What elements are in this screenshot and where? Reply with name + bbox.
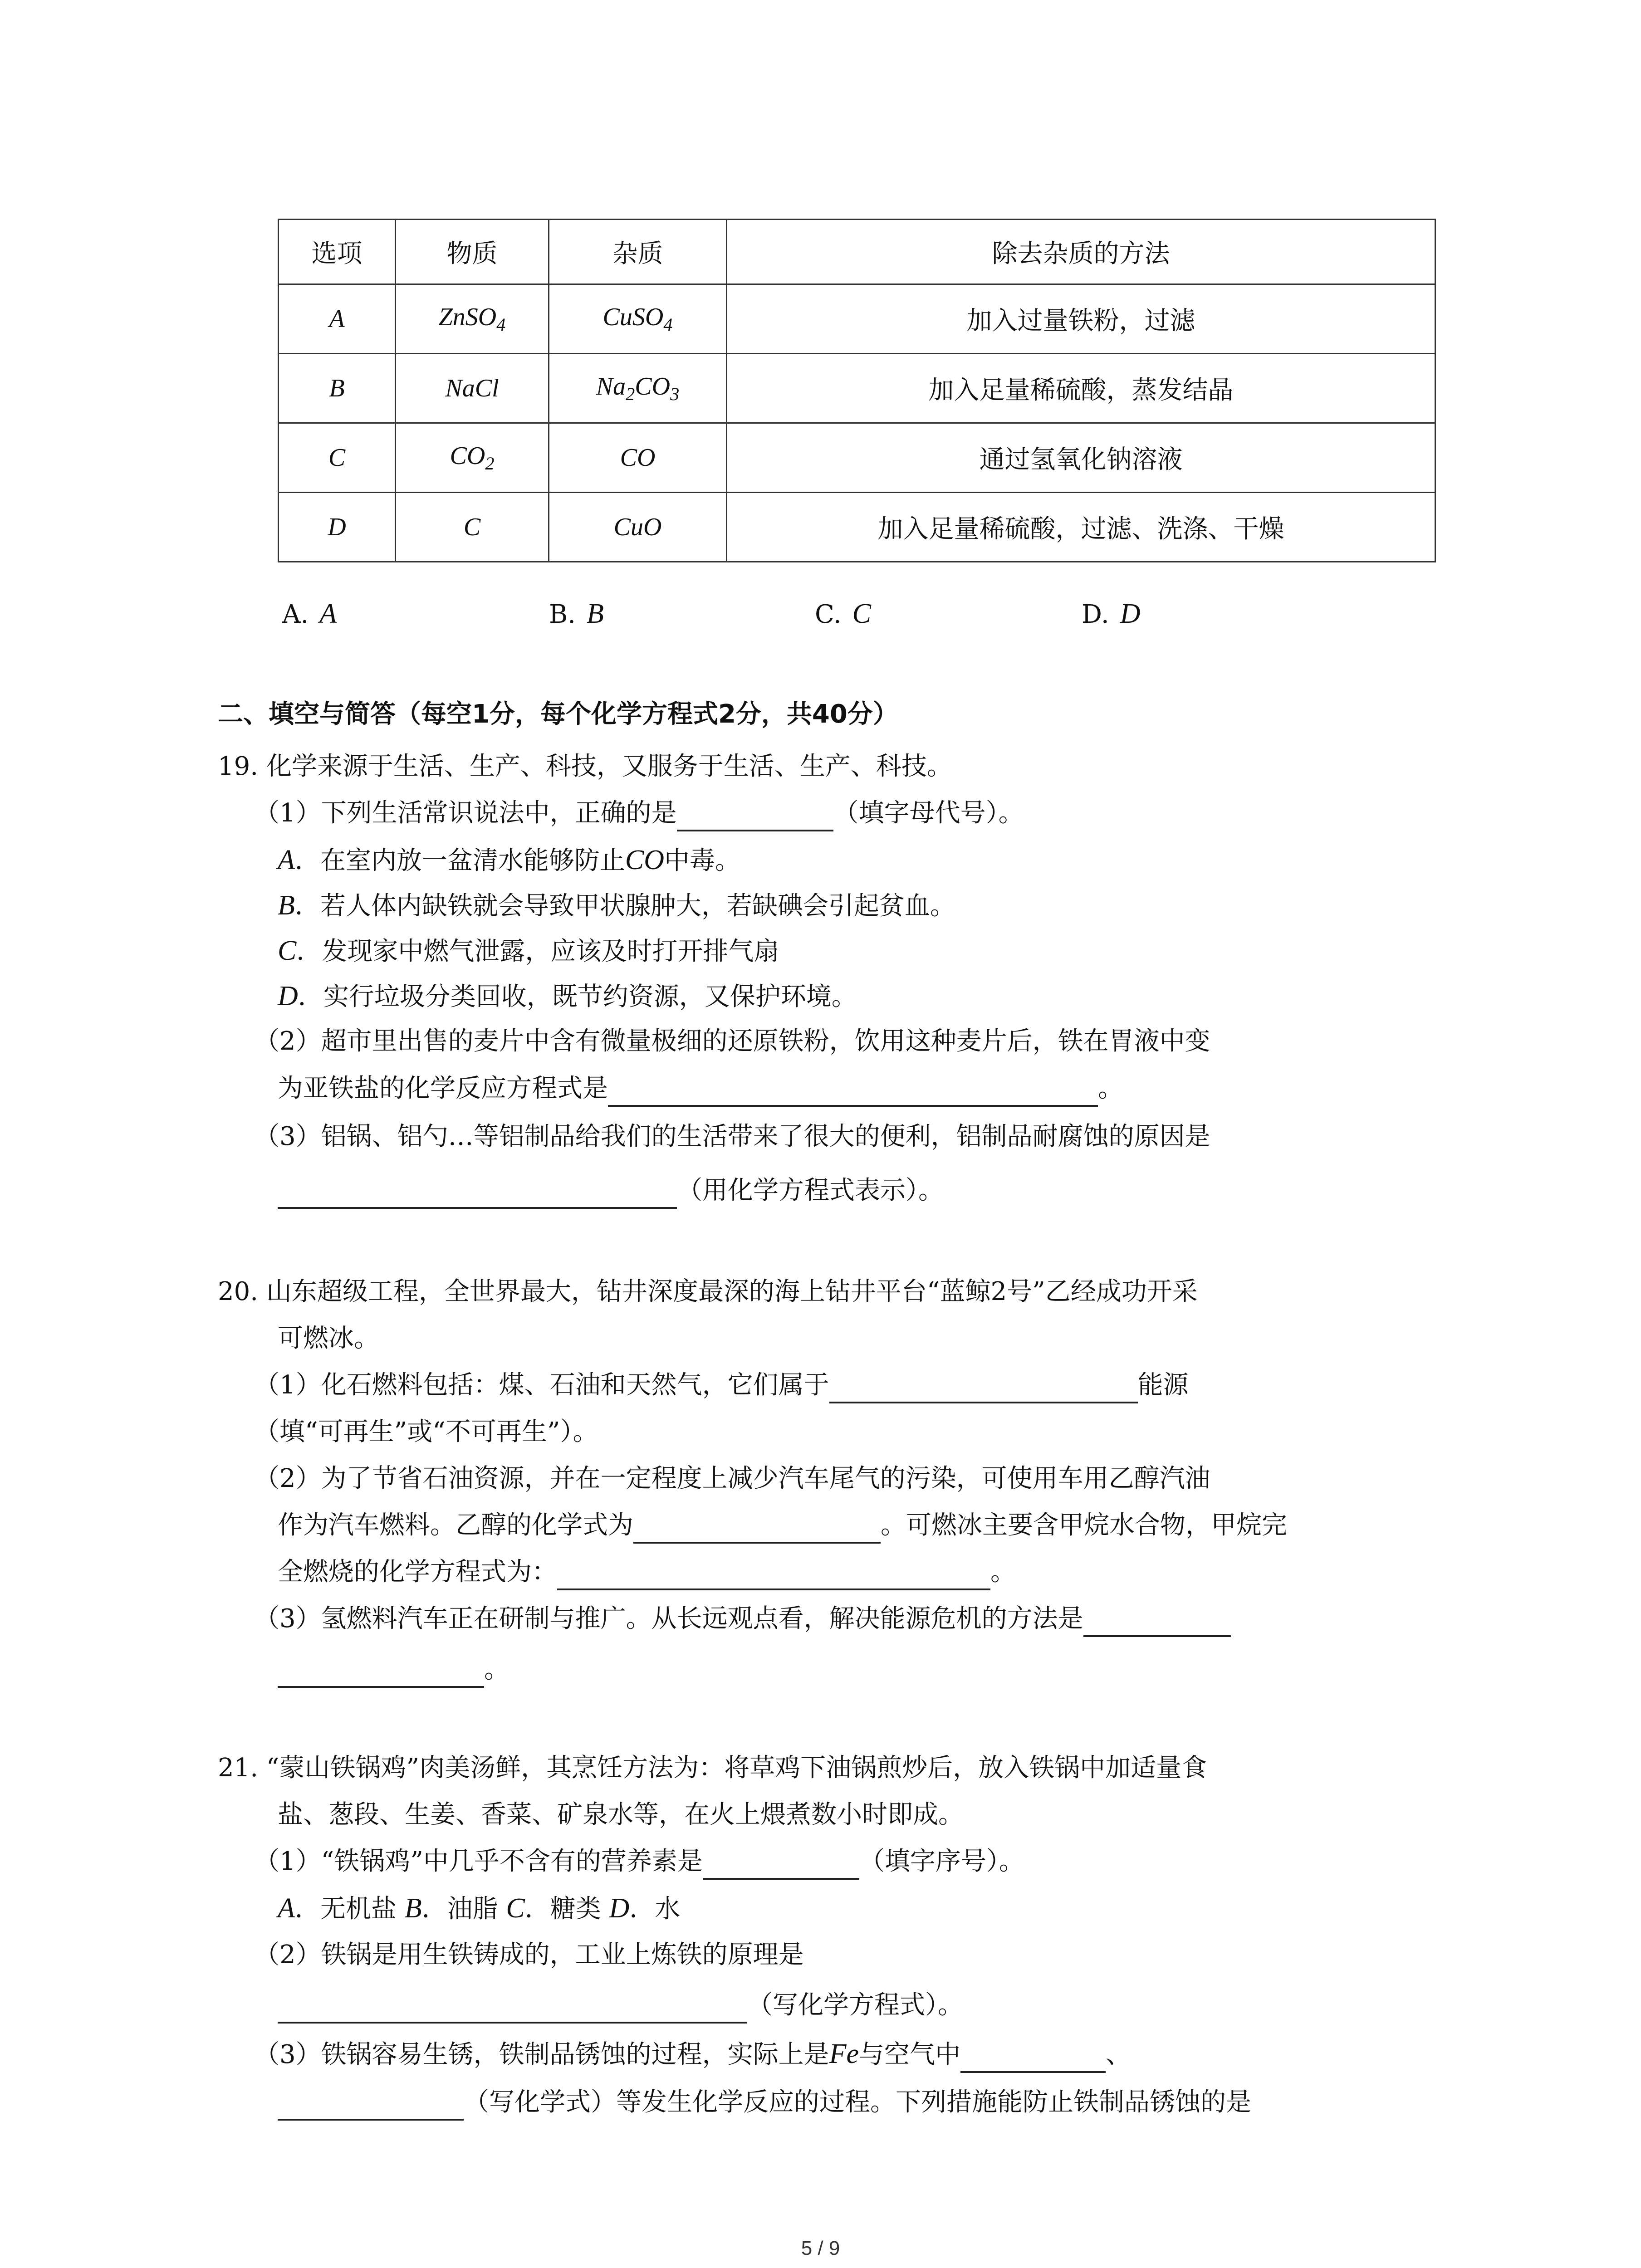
q20-part3-line2: 。 <box>278 1652 509 1688</box>
row-method: 加入足量稀硫酸，蒸发结晶 <box>727 354 1435 423</box>
row-impurity: CO <box>549 423 727 493</box>
header-substance: 物质 <box>396 220 549 284</box>
q19-blank-3[interactable] <box>278 1179 677 1209</box>
header-option: 选项 <box>279 220 396 284</box>
row-substance: NaCl <box>396 354 549 423</box>
q21-blank-4[interactable] <box>278 2091 464 2121</box>
page-number: 5 / 9 <box>801 2237 840 2259</box>
q20-blank-3[interactable] <box>557 1560 990 1590</box>
q19-option-a: A．在室内放一盆清水能够防止CO中毒。 <box>278 845 741 875</box>
q20-blank-1[interactable] <box>829 1374 1138 1403</box>
q20-part2-line3: 全燃烧的化学方程式为： 。 <box>278 1554 1016 1590</box>
table-row <box>279 423 1435 493</box>
table-row <box>279 354 1435 423</box>
q20-part2-line2: 作为汽车燃料。乙醇的化学式为 。可燃冰主要含甲烷水合物，甲烷完 <box>278 1507 1287 1544</box>
row-method: 加入足量稀硫酸，过滤、洗涤、干燥 <box>727 493 1435 562</box>
q21-part1: （1）“铁锅鸡”中几乎不含有的营养素是 （填字序号）。 <box>254 1843 1024 1880</box>
q20-blank-4[interactable] <box>1083 1607 1231 1637</box>
header-method: 除去杂质的方法 <box>727 220 1435 284</box>
q21-blank-1[interactable] <box>703 1850 859 1880</box>
row-substance: C <box>396 493 549 562</box>
row-impurity: CuO <box>549 493 727 562</box>
table-header-row <box>279 220 1435 284</box>
q19-option-c: C．发现家中燃气泄露，应该及时打开排气扇 <box>278 935 779 966</box>
impurity-table <box>278 219 1436 562</box>
q20-blank-5[interactable] <box>278 1658 484 1688</box>
q20-part1: （1）化石燃料包括：煤、石油和天然气，它们属于 能源 <box>254 1367 1189 1403</box>
q20-part3: （3）氢燃料汽车正在研制与推广。从长远观点看，解决能源危机的方法是 <box>254 1601 1231 1637</box>
choice-d[interactable]: D. D <box>1082 598 1141 629</box>
row-impurity: CuSO$_4$ <box>549 284 727 354</box>
q19-stem: 19. 化学来源于生活、生产、科技，又服务于生活、生产、科技。 <box>218 752 952 781</box>
row-option: A <box>279 284 396 354</box>
row-option: C <box>279 423 396 493</box>
row-impurity: $Na_2CO_3$ <box>549 354 727 423</box>
q21-part2-line1: （2）铁锅是用生铁铸成的，工业上炼铁的原理是 <box>254 1940 804 1970</box>
q19-part3-line2: （用化学方程式表示）。 <box>278 1173 944 1209</box>
q19-option-d: D．实行垃圾分类回收，既节约资源，又保护环境。 <box>278 981 857 1012</box>
q21-stem-line2: 盐、葱段、生姜、香菜、矿泉水等，在火上煨煮数小时即成。 <box>278 1800 964 1829</box>
q20-part2-line1: （2）为了节省石油资源，并在一定程度上减少汽车尾气的污染，可使用车用乙醇汽油 <box>254 1464 1210 1493</box>
table-row <box>279 284 1435 354</box>
q20-part1-hint: （填“可再生”或“不可再生”）。 <box>254 1417 598 1447</box>
row-substance: $CO_2$ <box>396 423 549 493</box>
q19-blank-2[interactable] <box>608 1077 1098 1107</box>
q21-blank-3[interactable] <box>960 2043 1106 2073</box>
choice-a[interactable]: A. A <box>282 598 337 629</box>
q21-part3-line2: （写化学式）等发生化学反应的过程。下列措施能防止铁制品锈蚀的是 <box>278 2084 1251 2121</box>
q19-option-b: B．若人体内缺铁就会导致甲状腺肿大，若缺碘会引起贫血。 <box>278 890 955 921</box>
q20-blank-2[interactable] <box>633 1514 881 1544</box>
row-option: D <box>279 493 396 562</box>
choice-c[interactable]: C. C <box>815 598 872 629</box>
section-title: 二、填空与简答（每空1分，每个化学方程式2分，共40分） <box>218 699 898 729</box>
header-impurity: 杂质 <box>549 220 727 284</box>
row-method: 加入过量铁粉，过滤 <box>727 284 1435 354</box>
q20-stem-line1: 20. 山东超级工程，全世界最大，钻井深度最深的海上钻井平台“蓝鲸2号”乙经成功开采 <box>218 1277 1198 1306</box>
q21-options: A．无机盐 B．油脂 C．糖类 D．水 <box>278 1893 681 1924</box>
q21-part3-line1: （3）铁锅容易生锈，铁制品锈蚀的过程，实际上是Fe与空气中 、 <box>254 2036 1131 2073</box>
q19-part2-line1: （2）超市里出售的麦片中含有微量极细的还原铁粉，饮用这种麦片后，铁在胃液中变 <box>254 1026 1210 1056</box>
row-method: 通过氢氧化钠溶液 <box>727 423 1435 493</box>
q19-part2-line2: 为亚铁盐的化学反应方程式是 。 <box>278 1070 1123 1107</box>
q20-stem-line2: 可燃冰。 <box>278 1324 379 1353</box>
row-substance: ZnSO$_4$ <box>396 284 549 354</box>
q21-stem-line1: 21. “蒙山铁锅鸡”肉美汤鲜，其烹饪方法为：将草鸡下油锅煎炒后，放入铁锅中加适量食 <box>218 1753 1207 1783</box>
row-option: B <box>279 354 396 423</box>
q19-part3-line1: （3）铝锅、铝勺…等铝制品给我们的生活带来了很大的便利，铝制品耐腐蚀的原因是 <box>254 1122 1210 1151</box>
q19-blank-1[interactable] <box>677 802 833 831</box>
q21-blank-2[interactable] <box>278 1994 747 2024</box>
q21-part2-line2: （写化学方程式）。 <box>278 1987 963 2024</box>
q19-part1: （1）下列生活常识说法中，正确的是 （填字母代号）。 <box>254 795 1024 831</box>
table-row <box>279 493 1435 562</box>
choice-b[interactable]: B. B <box>549 598 604 629</box>
